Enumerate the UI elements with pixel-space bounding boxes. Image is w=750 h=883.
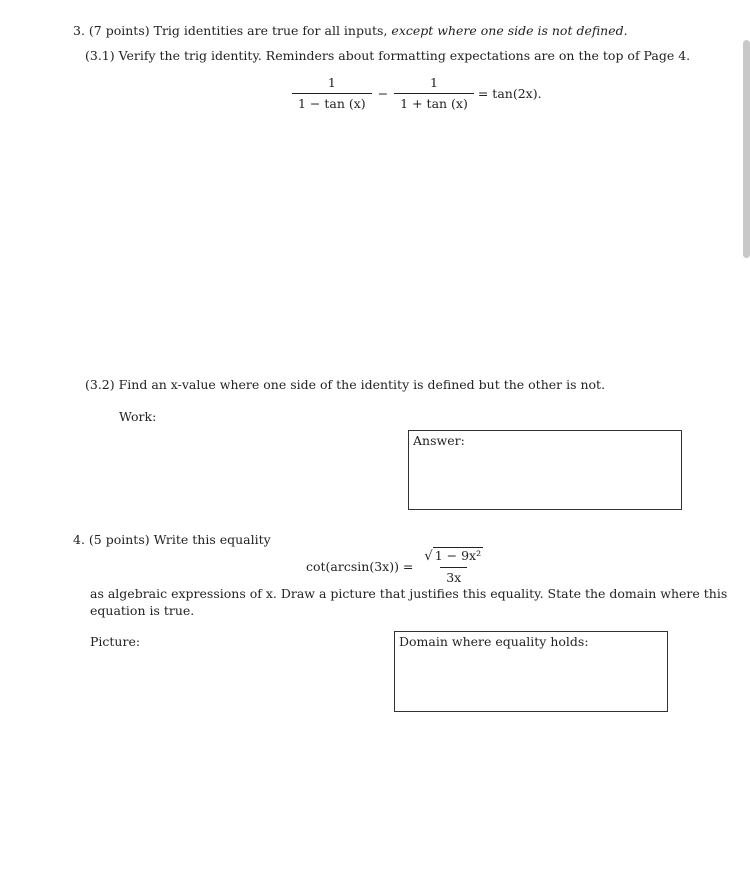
problem-points: (5 points) <box>88 532 150 547</box>
sqrt-content: 1 − 9x² <box>434 548 482 563</box>
fraction-2-denominator: 1 + tan (x) <box>394 93 474 112</box>
cot-arcsin-equation <box>306 548 489 586</box>
fraction-2 <box>394 75 474 111</box>
equation-numerator <box>418 548 489 567</box>
problem-number: 4. <box>73 532 85 547</box>
part-label: (3.1) <box>85 48 115 63</box>
minus-sign: − <box>377 85 389 101</box>
sqrt-icon: √ <box>424 549 433 564</box>
identity-rhs: = tan(2x). <box>477 85 542 101</box>
fraction-1-numerator: 1 <box>327 75 336 90</box>
problem-intro-emphasis: except where one side is not defined. <box>391 23 628 38</box>
part-label: (3.2) <box>85 377 115 392</box>
equation-lhs: cot(arcsin(3x)) = <box>306 559 414 575</box>
problem-4-text-line-2: equation is true. <box>90 603 195 618</box>
problem-4-text-line-1: as algebraic expressions of x. Draw a picture that justifies this equality. State the domain where this <box>90 586 728 601</box>
part-3-1-prompt <box>85 48 690 63</box>
equation-fraction <box>418 548 489 586</box>
fraction-1-denominator: 1 − tan (x) <box>292 93 372 112</box>
answer-box[interactable] <box>408 430 682 510</box>
domain-box[interactable] <box>394 631 668 712</box>
trig-identity-equation <box>292 75 542 111</box>
answer-box-label: Answer: <box>413 433 465 448</box>
work-label: Work: <box>119 409 157 424</box>
part-text: Verify the trig identity. Reminders about formatting expectations are on the top of Page 4. <box>118 48 691 63</box>
problem-points: (7 points) <box>88 23 150 38</box>
part-text: Find an x-value where one side of the identity is defined but the other is not. <box>118 377 606 392</box>
problem-intro: Trig identities are true for all inputs, <box>153 23 388 38</box>
problem-3-header <box>73 23 628 38</box>
equation-denominator: 3x <box>440 567 467 586</box>
part-3-2-prompt <box>85 377 605 392</box>
domain-box-label: Domain where equality holds: <box>399 634 589 649</box>
fraction-1 <box>292 75 372 111</box>
problem-intro: Write this equality <box>153 532 271 547</box>
fraction-2-numerator: 1 <box>430 75 438 90</box>
vertical-scrollbar[interactable] <box>743 40 750 258</box>
problem-number: 3. <box>73 23 85 38</box>
problem-4-header <box>73 532 271 547</box>
picture-label: Picture: <box>90 634 141 649</box>
